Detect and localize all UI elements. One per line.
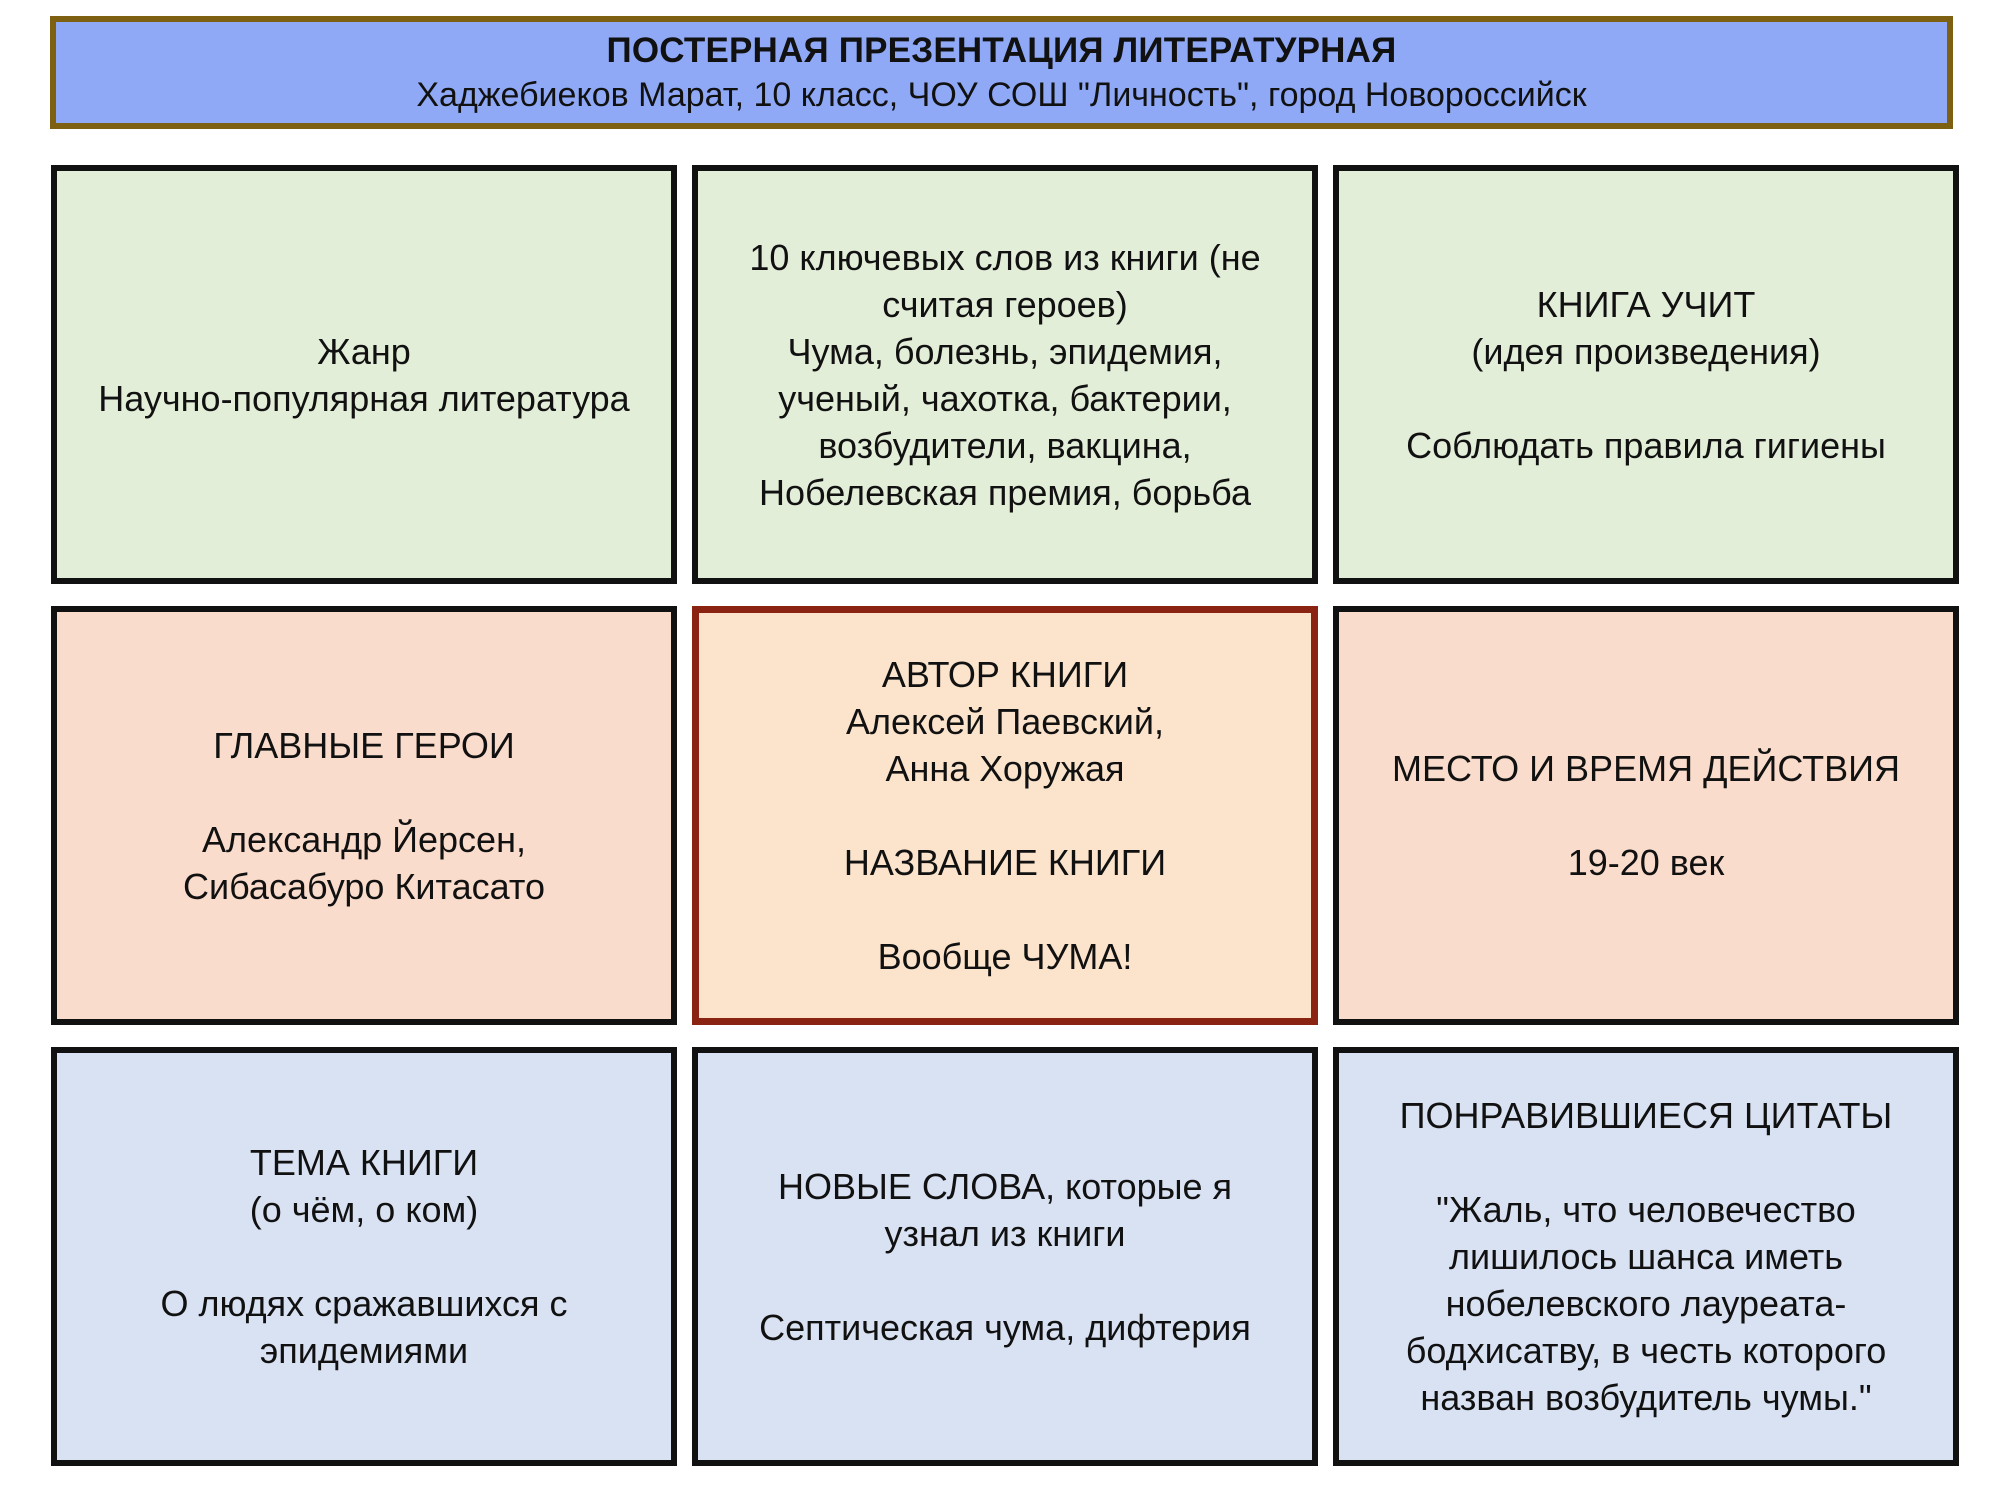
keywords-line1: Чума, болезнь, эпидемия, [787,330,1223,372]
quotes-label: ПОНРАВИВШИЕСЯ ЦИТАТЫ [1399,1095,1893,1136]
new-words-value: Септическая чума, дифтерия [759,1306,1251,1348]
new-words-label-line2: узнал из книги [884,1212,1126,1254]
heroes-line1: Александр Йерсен, [202,818,526,860]
setting-label: МЕСТО И ВРЕМЯ ДЕЙСТВИЯ [1391,748,1901,789]
genre-card [51,165,677,584]
heroes-card [51,606,677,1025]
quote-line3: нобелевского лауреата- [1445,1283,1847,1324]
theme-label: ТЕМА КНИГИ [249,1142,479,1183]
quote-line2: лишилось шанса иметь [1448,1236,1844,1277]
author-line2: Анна Хоружая [885,748,1125,789]
setting-card [1333,606,1959,1025]
author-title-card [692,606,1318,1025]
quote-line4: бодхисатву, в честь которого [1405,1330,1887,1371]
theme-card [51,1047,677,1466]
poster-subtitle: Хаджебиеков Марат, 10 класс, ЧОУ СОШ "Личность", город Новороссийск [416,75,1587,114]
lesson-card [1333,165,1959,584]
keywords-line2: ученый, чахотка, бактерии, [778,377,1232,419]
new-words-label-line1: НОВЫЕ СЛОВА, которые я [777,1165,1233,1207]
setting-value: 19-20 век [1567,842,1725,883]
poster-title: ПОСТЕРНАЯ ПРЕЗЕНТАЦИЯ ЛИТЕРАТУРНАЯ [606,30,1397,70]
keywords-line4: Нобелевская премия, борьба [759,471,1251,513]
heroes-line2: Сибасабуро Китасато [183,865,545,907]
theme-line1: О людях сражавшихся с [160,1283,568,1324]
lesson-value: Соблюдать правила гигиены [1406,424,1886,466]
author-line1: Алексей Паевский, [846,701,1164,742]
keywords-label-line1: 10 ключевых слов из книги (не [749,236,1261,278]
author-label: АВТОР КНИГИ [881,654,1129,695]
keywords-card [692,165,1318,584]
genre-value: Научно-популярная литература [98,377,630,419]
genre-label: Жанр [317,330,411,372]
lesson-sublabel: (идея произведения) [1471,330,1821,372]
heroes-label: ГЛАВНЫЕ ГЕРОИ [213,724,515,766]
quote-line1: "Жаль, что человечество [1436,1189,1856,1230]
theme-line2: эпидемиями [259,1330,469,1371]
poster-header [50,16,1953,129]
book-title-value: Вообще ЧУМА! [877,936,1133,977]
quotes-card [1333,1047,1959,1466]
book-title-label: НАЗВАНИЕ КНИГИ [843,842,1167,883]
keywords-line3: возбудители, вакцина, [818,424,1192,466]
quote-line5: назван возбудитель чумы." [1420,1377,1872,1418]
theme-sublabel: (о чём, о ком) [249,1189,479,1230]
keywords-label-line2: считая героев) [882,283,1128,325]
new-words-card [692,1047,1318,1466]
lesson-label: КНИГА УЧИТ [1536,283,1756,325]
